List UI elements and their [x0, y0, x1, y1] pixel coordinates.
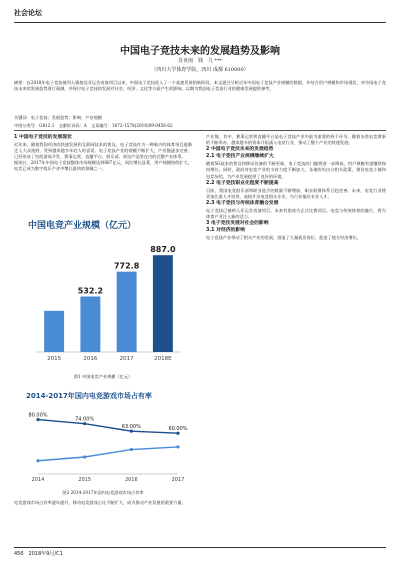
figure-1 [18, 212, 188, 372]
line-chart [18, 386, 188, 486]
tick-label: 2017 [119, 356, 134, 362]
paragraph: 电子竞技产业带动了相关产业的发展，创造了大量就业岗位，促进了地方经济增长。 [206, 235, 361, 241]
paragraph: 电竞游戏市场占有率逐年提升，移动电竞游戏占比不断扩大，成为推动产业发展的重要力量。 [14, 500, 186, 505]
abstract: 摘要：自2018年电子竞技被列入雅加达亚运会表演项目以来，中国电子竞技进入了一个高速发展的新阶段，本文通过分析近年中国电子竞技产业规模的数据，并结合用户规模和市场现状，对中国电子竞技未来的发展趋势进行预测，并探讨电子竞技的发展对社会、经济、文化等方面产生的影响，以期为我国电子竞技行业的健康发展提供参考。 [14, 80, 386, 92]
section-heading: 1 中国电子竞技的发展现状 [14, 135, 72, 140]
data-label: 772.8 [113, 261, 140, 271]
bar [44, 311, 64, 352]
paragraph: 目前，我国电竞俱乐部和职业选手的数量不断增加，职业联赛体系日趋完善。未来，电竞行业将更加注重人才培养，高校开设电竞相关专业，为行业输送专业人才。 [206, 187, 386, 199]
data-label: 63.00% [121, 424, 141, 431]
subsection-heading: 2.1 电子竞技产业规模继续扩大 [206, 154, 274, 160]
section-heading: 2 中国电子竞技未来的发展趋势 [206, 147, 274, 153]
data-point [83, 455, 86, 458]
abstract-rule [14, 130, 386, 131]
tick-label: 2018E [154, 356, 172, 362]
section-tag: 社会论坛 [14, 9, 42, 17]
figure-1-caption: 图1 中国电竞产业规模（亿元） [73, 374, 133, 379]
keywords: 关键词：电子竞技；发展趋势；影响；产业规模 [14, 115, 102, 120]
right-column [206, 134, 386, 242]
page-footer: 456 2018年9月/C1 [14, 551, 63, 557]
chart-title: 中国电竞产业规模（亿元） [28, 221, 137, 231]
subsection-heading: 2.3 电子竞技与传统体育融合发展 [206, 200, 279, 206]
figure-2 [18, 386, 188, 486]
series-line [38, 420, 178, 434]
data-point [130, 448, 133, 451]
paper-title: 中国电子竞技未来的发展趋势及影响 [120, 46, 280, 57]
data-label: 74.00% [75, 416, 95, 423]
tick-label: 2016 [83, 356, 98, 362]
data-label: 887.0 [150, 245, 176, 255]
bar [153, 255, 173, 352]
tick-label: 2015 [47, 356, 62, 362]
tick-label: 2015 [78, 477, 92, 483]
subsection-heading: 3.1 对经济的影响 [206, 228, 245, 234]
data-point [176, 445, 179, 448]
paragraph: 产业链。其中，赛事运营和直播平台是电子竞技产业中最为重要的两个环节。随着各类电竞赛事的不断举办，越来越多的资本开始涌入电竞行业，推动了整个产业的快速发展。 [206, 134, 386, 146]
data-label: 532.2 [77, 286, 104, 296]
authors: 肖亚南 钱 九 *** [177, 58, 223, 64]
data-label: 60.00% [168, 426, 188, 433]
bar-chart [18, 212, 188, 367]
bar [80, 296, 100, 352]
header-rule [14, 22, 386, 23]
tick-label: 2016 [124, 477, 138, 483]
left-column [14, 134, 192, 173]
chart-title: 2014-2017年国内电竞游戏市场占有率 [26, 392, 152, 400]
data-point [36, 459, 39, 462]
figure-2-caption: 图2 2014-2017年国内电竞游戏市场占有率 [62, 490, 144, 495]
left-tail [14, 500, 192, 506]
footer-rule [14, 547, 386, 548]
paragraph: 随着5G技术的普及和移动设备的不断更新，电子竞技的门槛将进一步降低，用户规模有望继续保持增长。同时，政府对电竞产业的支持力度不断加大，各地纷纷出台相关政策，建设电竞小镇和电竞场馆，为产业发展提供了良好的环境。 [206, 161, 386, 179]
tick-label: 2014 [31, 477, 45, 483]
section-heading: 3 电子竞技发展对社会的影响 [206, 221, 269, 227]
classification: 中图分类号：G812.1 文献标识码：A 文章编号：1672-1578(2018)09-0456-02 [14, 123, 173, 128]
bar [117, 272, 137, 352]
paragraph: 电子竞技已被纳入亚运会表演项目，未来有望成为正式比赛项目。电竞与传统体育的融合，将为体育产业注入新的活力。 [206, 208, 386, 220]
paragraph: 近年来，随着我国经济的快速发展和互联网技术的普及，电子竞技作为一种新兴的体育项目逐渐走入大众视野，受到越来越多年轻人的喜爱。电子竞技产业的规模不断扩大，产业链逐步完善，已经形成了包括游戏开发、赛事运营、直播平台、俱乐部、周边产品等在内的完整产业体系。 [14, 142, 192, 160]
subsection-heading: 2.2 电子竞技职业化程度不断提高 [206, 180, 279, 186]
data-label: 80.00% [28, 412, 48, 419]
paragraph: 据统计，2017年中国电子竞技整体市场规模达到887亿元，同比增长显著，用户规模持续扩大，电竞已成为数字娱乐产业中增长最快的领域之一。 [14, 160, 192, 172]
affiliation: （四川大学体育学院，四川 成都 610000） [151, 67, 249, 73]
tick-label: 2017 [171, 477, 185, 483]
series-line [38, 447, 178, 461]
